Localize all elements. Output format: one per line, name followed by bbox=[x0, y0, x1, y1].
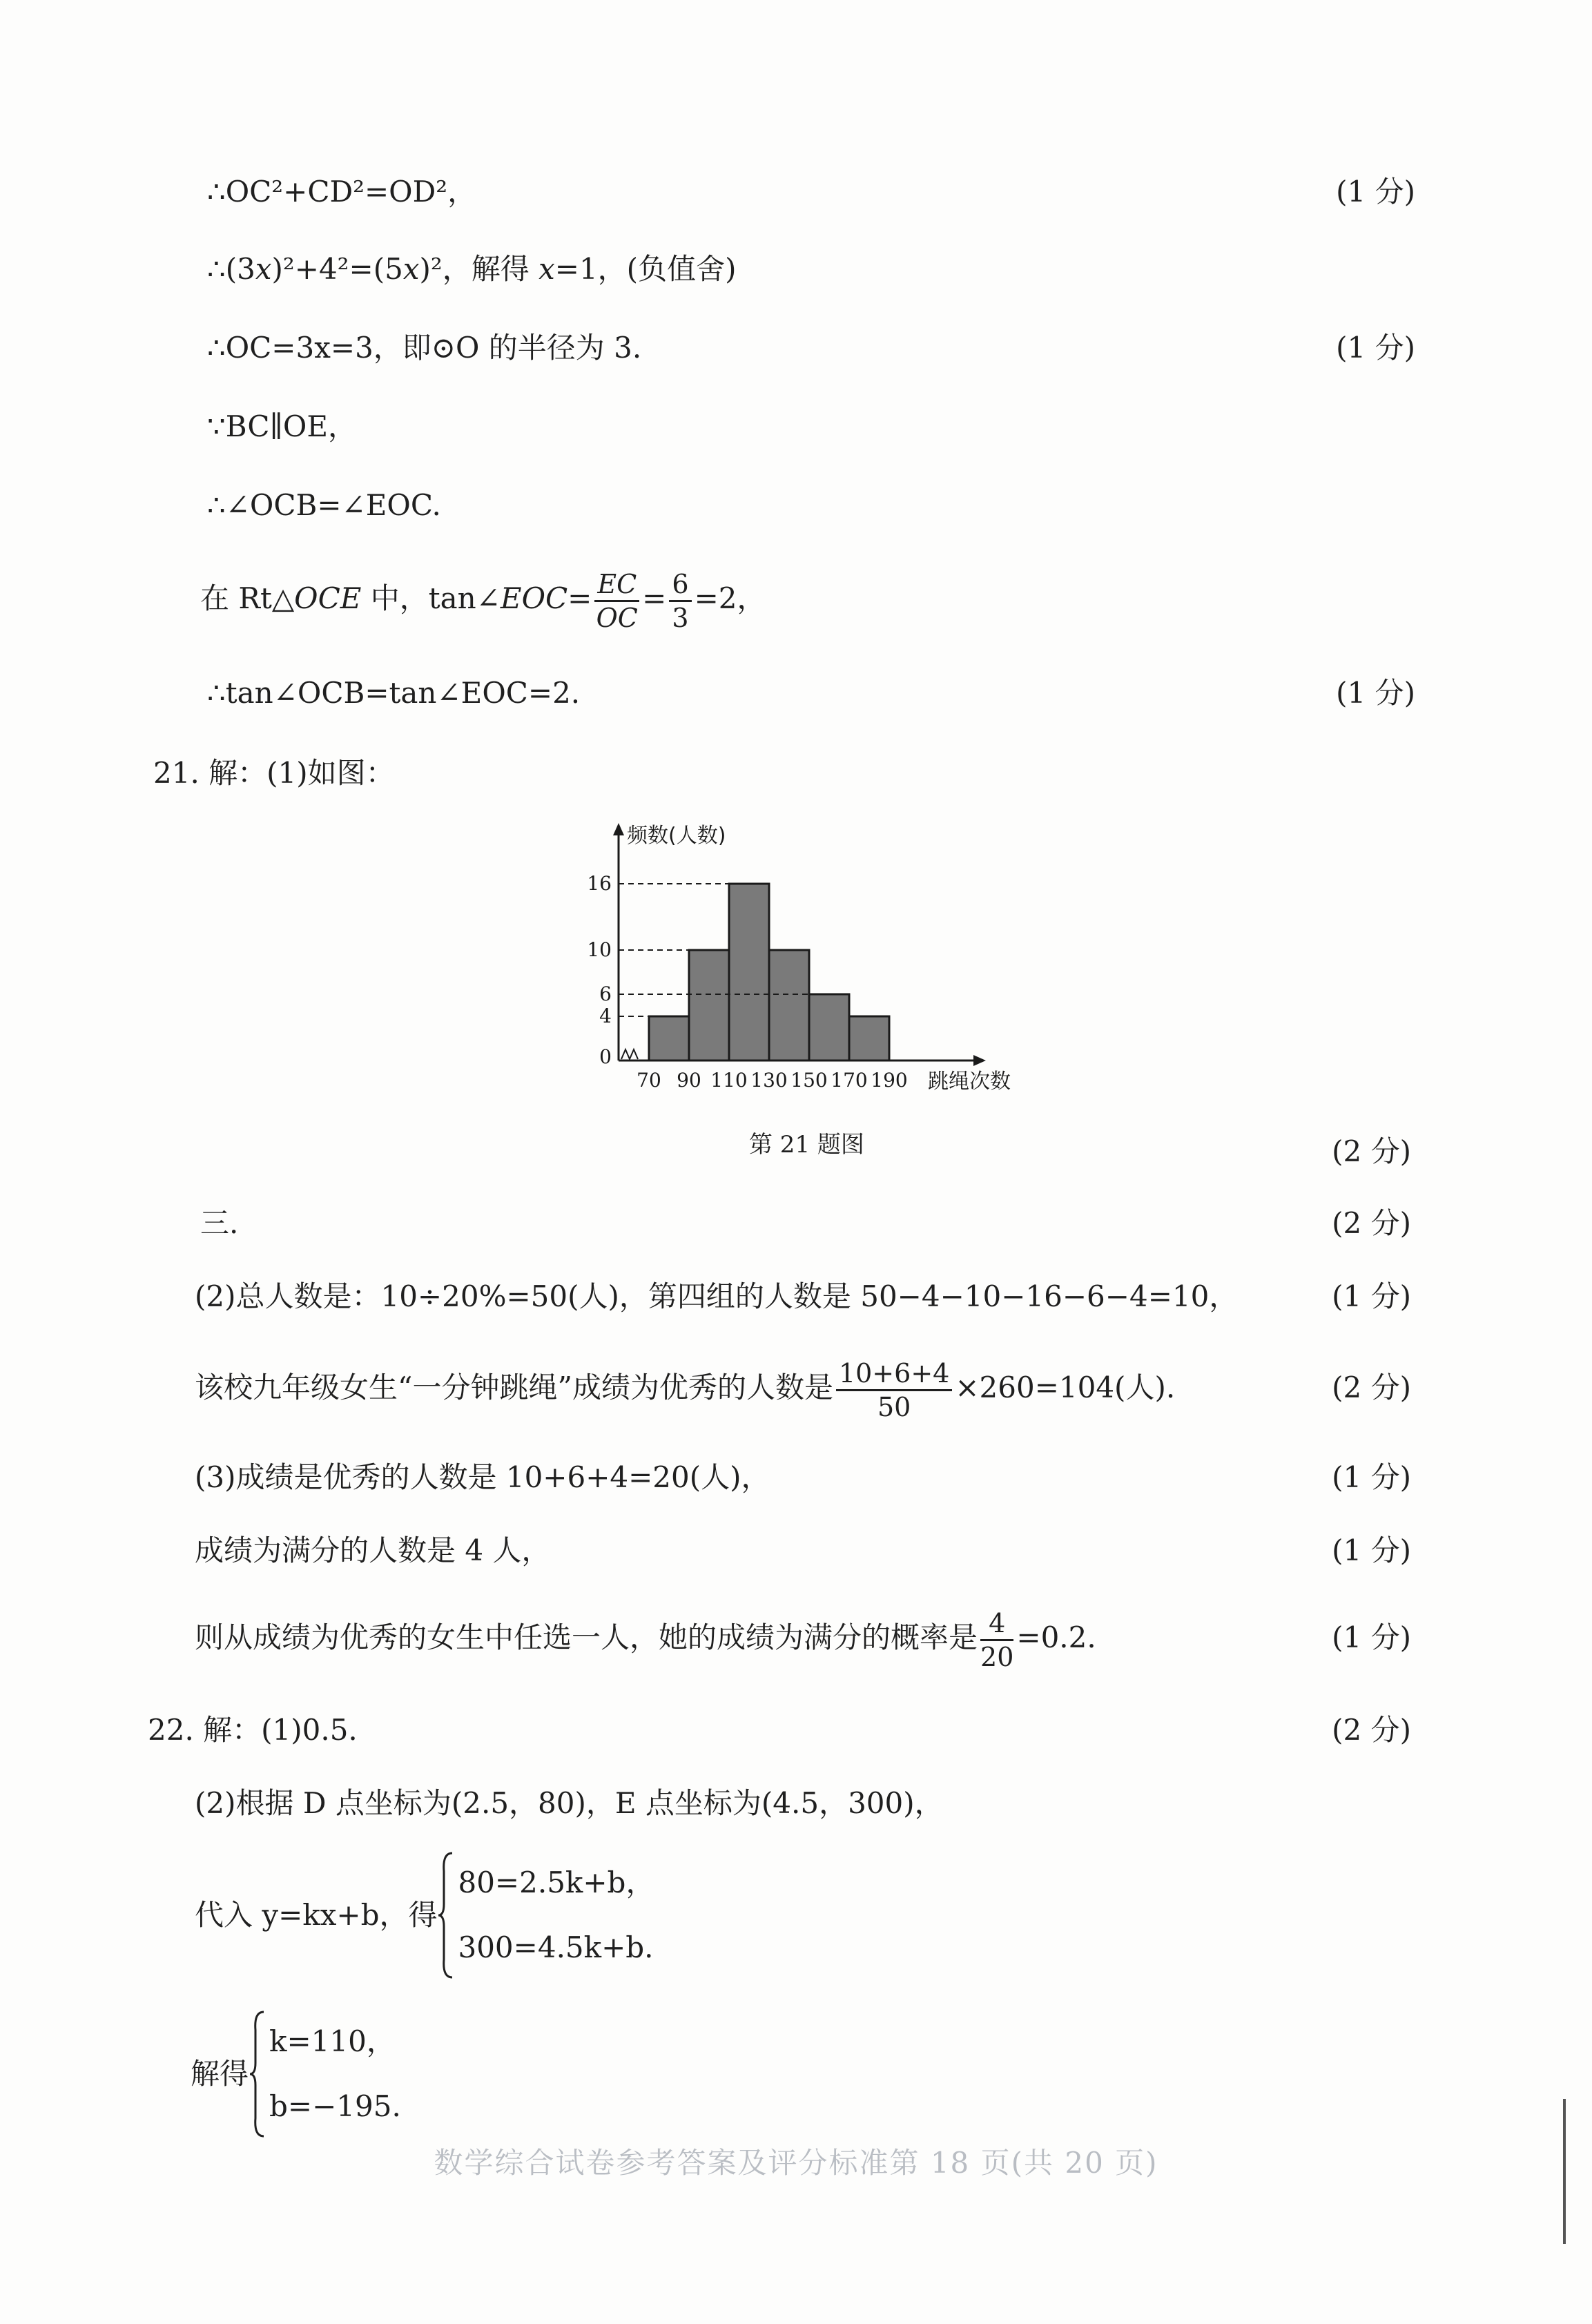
y-tick-label-10: 10 bbox=[587, 938, 612, 961]
step-full-score-count: 成绩为满分的人数是 4 人， bbox=[195, 1533, 551, 1567]
x-tick-label-190: 190 bbox=[871, 1069, 908, 1092]
question-21-heading: 21. 解：(1)如图： bbox=[153, 756, 395, 790]
axis-break-icon bbox=[621, 1049, 638, 1059]
histogram-bar-110-130 bbox=[729, 884, 769, 1061]
step-tan-eoc: 在 Rt△OCE 中，tan∠EOC= $\frac{EC}{OC}$ = $\frac{6}{3}$ =2， bbox=[200, 568, 766, 633]
score-excellent-count: (1 分) bbox=[1332, 1460, 1411, 1494]
score-q22-1: (2 分) bbox=[1332, 1713, 1411, 1747]
histogram-bar-130-150 bbox=[769, 950, 809, 1061]
x-axis-label: 跳绳次数 bbox=[928, 1069, 1011, 1094]
score-step-1: (1 分) bbox=[1336, 175, 1415, 209]
score-excellent-estimate: (2 分) bbox=[1332, 1371, 1411, 1404]
histogram-bar-90-110 bbox=[689, 950, 729, 1061]
y-tick-label-4: 4 bbox=[599, 1005, 612, 1027]
equation-system bbox=[437, 1850, 654, 1980]
step-angle-equal: ∴∠OCB=∠EOC. bbox=[207, 488, 441, 522]
step-excellent-estimate: 该校九年级女生“一分钟跳绳”成绩为优秀的人数是 $\frac{10+6+4}{50}$ ×260=104(人). bbox=[195, 1357, 1176, 1422]
question-22-heading: 22. 解：(1)0.5. bbox=[148, 1713, 358, 1747]
fraction-excellent: $\frac{10+6+4}{50}$ bbox=[836, 1357, 952, 1423]
step-solution: 解得 k=110， b=−195. bbox=[191, 2009, 401, 2139]
figure-caption: 第 21 题图 bbox=[749, 1131, 864, 1159]
fraction-4-20: $\frac{4}{20}$ bbox=[980, 1607, 1014, 1672]
step-pythagoras: ∴OC²+CD²=OD²， bbox=[207, 175, 477, 209]
fraction-6-3: $\frac{6}{3}$ bbox=[669, 568, 691, 634]
step-solve-x: ∴(3x)²+4²=(5x)²，解得 x=1，(负值舍) bbox=[207, 252, 737, 286]
score-total-count: (1 分) bbox=[1332, 1279, 1411, 1313]
step-excellent-count: (3)成绩是优秀的人数是 10+6+4=20(人)， bbox=[195, 1460, 770, 1494]
x-tick-label-150: 150 bbox=[790, 1069, 828, 1092]
equation-2: 300=4.5k+b. bbox=[458, 1930, 654, 1964]
scan-edge bbox=[1563, 2099, 1566, 2244]
step-substitute: 代入 y=kx+b，得 80=2.5k+b， 300=4.5k+b. bbox=[195, 1850, 654, 1980]
page-footer: 数学综合试卷参考答案及评分标准第 18 页(共 20 页) bbox=[434, 2146, 1158, 2180]
solution-k: k=110， bbox=[269, 2024, 396, 2058]
brace-icon bbox=[437, 1850, 455, 1980]
solution-system bbox=[249, 2009, 401, 2139]
x-tick-label-130: 130 bbox=[750, 1069, 788, 1092]
x-tick-label-90: 90 bbox=[677, 1069, 701, 1092]
y-tick-label-0: 0 bbox=[599, 1045, 612, 1068]
equation-1: 80=2.5k+b， bbox=[458, 1866, 655, 1899]
score-step-7: (1 分) bbox=[1336, 676, 1415, 710]
score-q21-1: (2 分) bbox=[1332, 1134, 1411, 1168]
x-tick-label-70: 70 bbox=[637, 1069, 661, 1092]
y-tick-label-6: 6 bbox=[599, 982, 612, 1005]
y-axis-label: 频数(人数) bbox=[627, 824, 726, 848]
fraction-ec-oc: $\frac{EC}{OC}$ bbox=[594, 568, 639, 634]
x-axis-arrow-icon bbox=[973, 1055, 986, 1066]
histogram-bar-170-190 bbox=[849, 1016, 889, 1061]
step-radius: ∴OC=3x=3，即⊙O 的半径为 3. bbox=[207, 331, 642, 365]
step-probability: 则从成绩为优秀的女生中任选一人，她的成绩为满分的概率是 $\frac{4}{20}$ =0.2. bbox=[195, 1607, 1096, 1672]
step-parallel: ∵BC∥OE， bbox=[207, 409, 357, 443]
y-axis-arrow-icon bbox=[613, 823, 624, 835]
solution-b: b=−195. bbox=[269, 2089, 401, 2123]
score-san: (2 分) bbox=[1332, 1206, 1411, 1240]
y-tick-label-16: 16 bbox=[587, 872, 612, 895]
score-step-3: (1 分) bbox=[1336, 331, 1415, 365]
step-tan-ocb: ∴tan∠OCB=tan∠EOC=2. bbox=[207, 676, 581, 710]
score-full-score-count: (1 分) bbox=[1332, 1533, 1411, 1567]
brace-icon bbox=[249, 2009, 266, 2139]
x-tick-label-170: 170 bbox=[831, 1069, 868, 1092]
step-points: (2)根据 D 点坐标为(2.5，80)，E 点坐标为(4.5，300)， bbox=[195, 1786, 944, 1820]
histogram-bar-70-90 bbox=[649, 1016, 689, 1061]
score-probability: (1 分) bbox=[1332, 1620, 1411, 1654]
part-san: 三. bbox=[200, 1206, 239, 1240]
step-total-count: (2)总人数是：10÷20%=50(人)，第四组的人数是 50−4−10−16−6−4=10， bbox=[195, 1279, 1239, 1313]
histogram-chart bbox=[580, 822, 1049, 1112]
histogram-bar-150-170 bbox=[809, 994, 849, 1061]
x-tick-label-110: 110 bbox=[710, 1069, 748, 1092]
